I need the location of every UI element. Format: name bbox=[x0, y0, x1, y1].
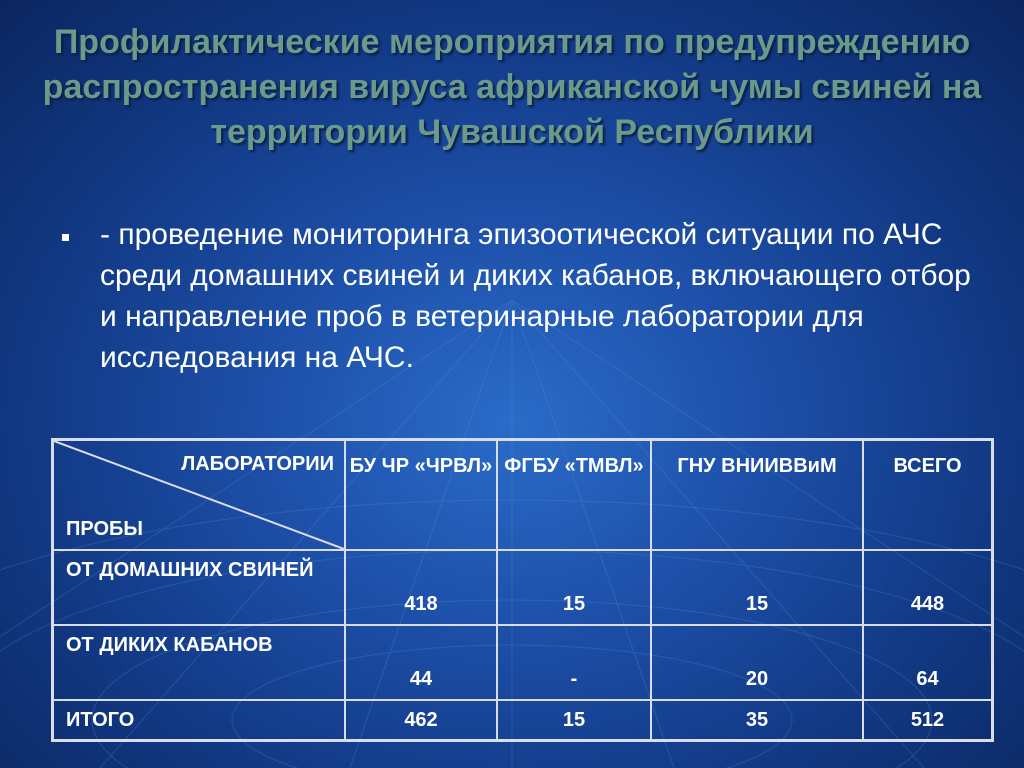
samples-table bbox=[51, 438, 994, 742]
bullet-square-icon bbox=[62, 234, 69, 241]
table-row-total bbox=[53, 700, 992, 740]
bullet-text: - проведение мониторинга эпизоотической ситуации по АЧС среди домашних свиней и диких кабанов, включающего отбор и направление проб в ветеринарные лаборатории для исследования на АЧС. bbox=[100, 218, 971, 374]
table-cell: 15 bbox=[651, 550, 863, 625]
table-corner-header bbox=[53, 440, 345, 550]
column-header: БУ ЧР «ЧРВЛ» bbox=[345, 440, 497, 550]
column-header: ФГБУ «ТМВЛ» bbox=[497, 440, 651, 550]
table-cell: 44 bbox=[345, 625, 497, 700]
table-cell: 64 bbox=[863, 625, 992, 700]
row-label: ОТ ДИКИХ КАБАНОВ bbox=[53, 625, 345, 700]
table-cell: 512 bbox=[863, 700, 992, 740]
table-cell: 20 bbox=[651, 625, 863, 700]
table-row bbox=[53, 625, 992, 700]
table-cell: 15 bbox=[497, 550, 651, 625]
column-header: ГНУ ВНИИВВиМ bbox=[651, 440, 863, 550]
table-cell: - bbox=[497, 625, 651, 700]
table-cell: 418 bbox=[345, 550, 497, 625]
table-cell: 462 bbox=[345, 700, 497, 740]
table-cell: 15 bbox=[497, 700, 651, 740]
table-cell: 448 bbox=[863, 550, 992, 625]
slide-title: Профилактические мероприятия по предупреждению распространения вируса африканской чумы свиней на территории Чувашской Республики bbox=[42, 23, 982, 151]
column-header: ВСЕГО bbox=[863, 440, 992, 550]
row-label: ОТ ДОМАШНИХ СВИНЕЙ bbox=[53, 550, 345, 625]
row-label: ИТОГО bbox=[53, 700, 345, 740]
samples-header: ПРОБЫ bbox=[66, 518, 143, 540]
table-row bbox=[53, 550, 992, 625]
table-cell: 35 bbox=[651, 700, 863, 740]
laboratories-header: ЛАБОРАТОРИИ bbox=[181, 453, 334, 475]
